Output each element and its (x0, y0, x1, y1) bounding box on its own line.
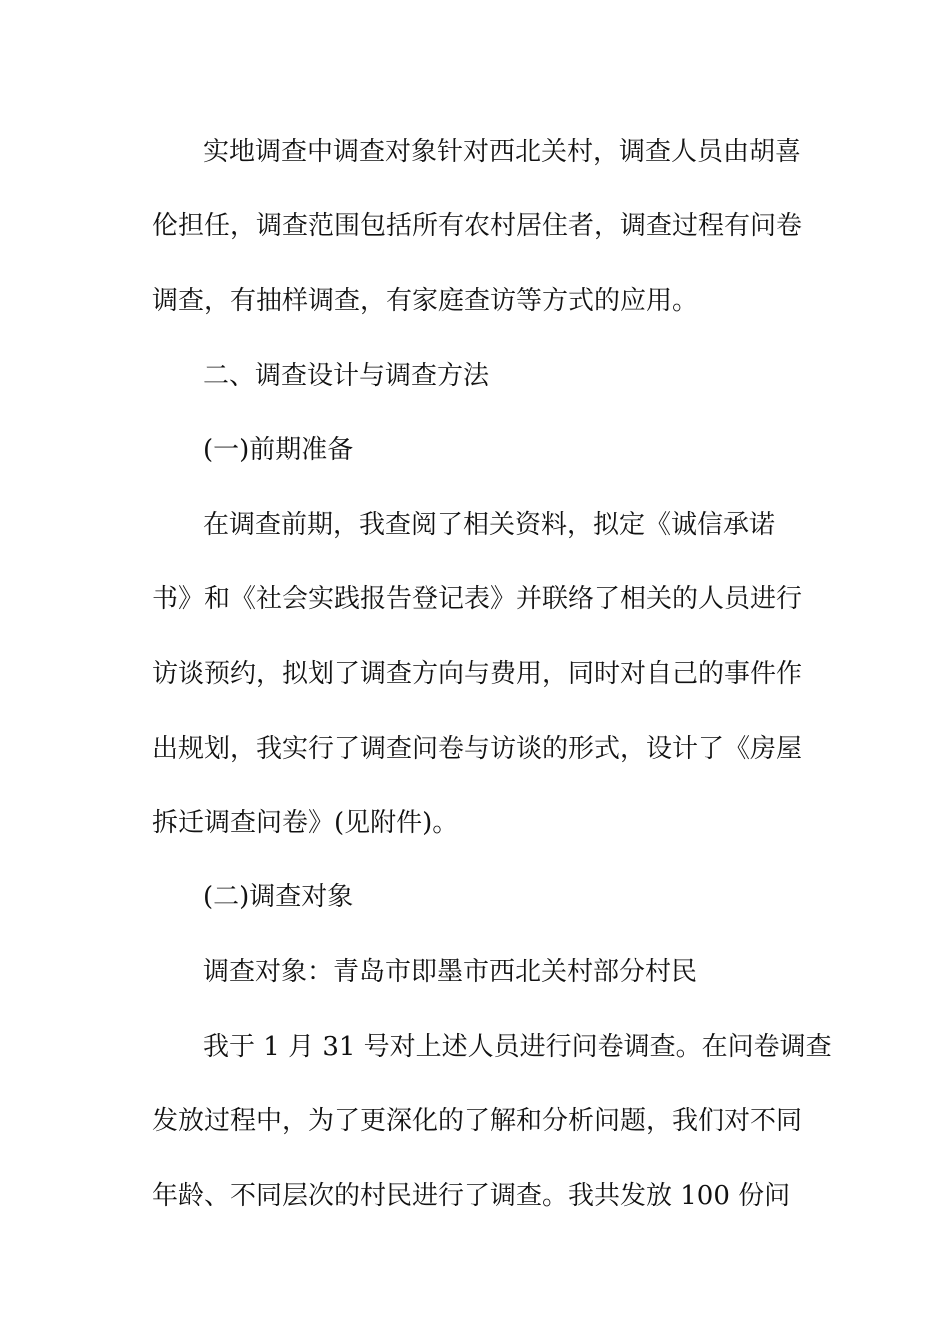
paragraph-line: 伦担任，调查范围包括所有农村居住者，调查过程有问卷 (152, 211, 803, 241)
section-heading: 二、调查设计与调查方法 (203, 361, 490, 391)
paragraph-line: 调查，有抽样调查，有家庭查访等方式的应用。 (152, 286, 699, 316)
subsection-heading: (一)前期准备 (203, 435, 354, 465)
paragraph-line: 书》和《社会实践报告登记表》并联络了相关的人员进行 (152, 584, 803, 614)
paragraph-line: 实地调查中调查对象针对西北关村，调查人员由胡喜 (203, 137, 802, 167)
paragraph-line: 发放过程中，为了更深化的了解和分析问题，我们对不同 (152, 1106, 803, 1136)
paragraph-line: 拆迁调查问卷》(见附件)。 (152, 808, 459, 838)
paragraph-line: 出规划，我实行了调查问卷与访谈的形式，设计了《房屋 (152, 734, 803, 764)
subsection-heading: (二)调查对象 (203, 882, 354, 912)
paragraph-line: 调查对象：青岛市即墨市西北关村部分村民 (203, 957, 698, 987)
paragraph-line: 访谈预约，拟划了调查方向与费用，同时对自己的事件作 (152, 659, 803, 689)
paragraph-line: 我于 1 月 31 号对上述人员进行问卷调查。在问卷调查 (203, 1032, 832, 1062)
paragraph-line: 年龄、不同层次的村民进行了调查。我共发放 100 份问 (152, 1181, 791, 1211)
paragraph-line: 在调查前期，我查阅了相关资料，拟定《诚信承诺 (203, 510, 776, 540)
